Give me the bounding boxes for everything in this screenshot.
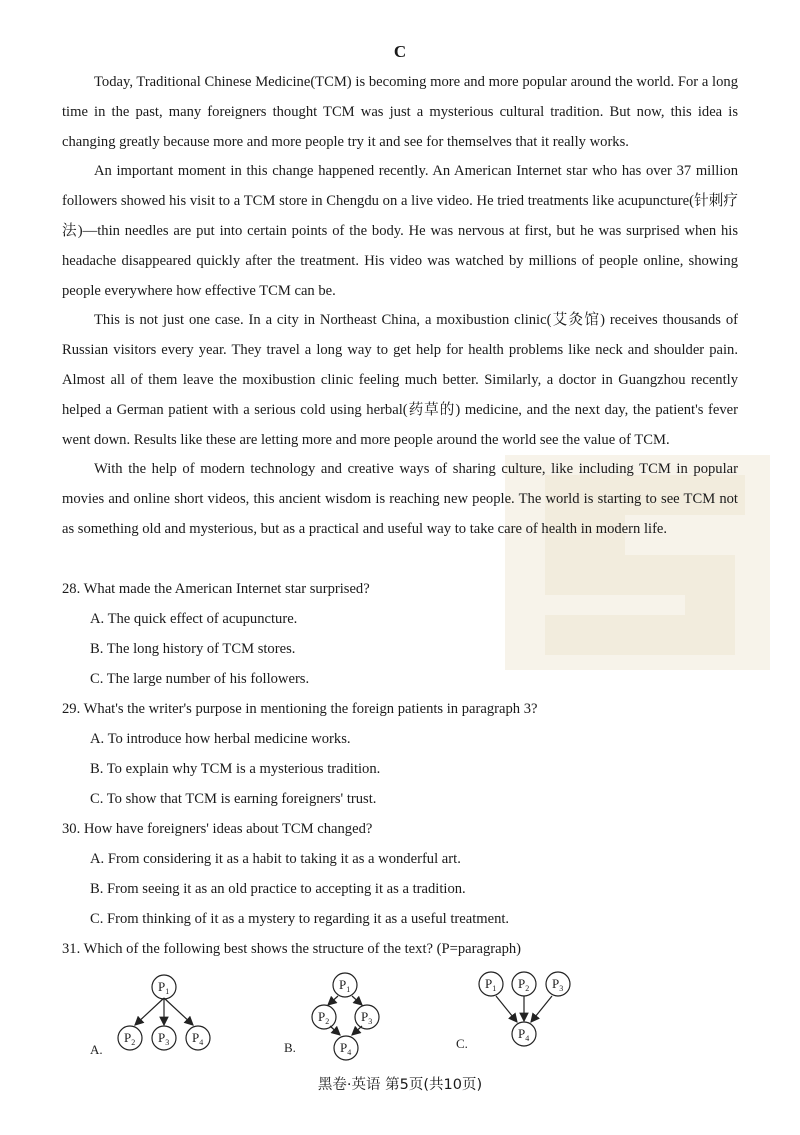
option-label-a: A. xyxy=(90,1042,103,1057)
node-c-1-label: $P_1$ xyxy=(485,976,497,993)
paragraph-3: This is not just one case. In a city in Northeast China, a moxibustion clinic(艾灸馆) receives thousands of Russian visitors every year. They travel a long way to get help for health problems like neck and shoulder pain. Almost all of them leave the moxibustion clinic feeling much better. Similarly, a doctor in Guangzhou recently helped a German patient with a serious cold using herbal(药草的) medicine, and the next day, the patient's fever went down. Results like these are letting more and more people around the world see the value of TCM. xyxy=(62,312,738,448)
option-a: A. To introduce how herbal medicine works. xyxy=(90,731,351,747)
option-c: C. The large number of his followers. xyxy=(90,671,310,687)
page-footer: 黑卷·英语 第5页(共10页) xyxy=(317,1077,483,1093)
question-29 xyxy=(62,694,738,814)
question-stem: 29. What's the writer's purpose in mentioning the foreign patients in paragraph 3? xyxy=(62,701,538,717)
question-30 xyxy=(62,814,738,934)
node-a-2-label: $P_2$ xyxy=(124,1030,136,1047)
question-stem: 30. How have foreigners' ideas about TCM changed? xyxy=(62,821,373,837)
node-b-4-label: $P_4$ xyxy=(340,1040,352,1057)
node-c-3-label: $P_3$ xyxy=(552,976,564,993)
option-label-b: B. xyxy=(284,1040,296,1055)
option-a: A. From considering it as a habit to taking it as a wonderful art. xyxy=(90,851,461,867)
question-31 xyxy=(62,934,738,964)
option-label-c: C. xyxy=(456,1036,468,1051)
structure-diagram-svg xyxy=(62,968,738,1068)
question-28 xyxy=(62,574,738,694)
section-letter: C xyxy=(393,42,407,61)
paragraph-4: With the help of modern technology and creative ways of sharing culture, like including TCM in popular movies and online short videos, this ancient wisdom is reaching new people. The world is starting to see TCM not as something old and mysterious, but as a practical and useful way to take care of health in modern life. xyxy=(62,461,738,537)
node-b-1-label: $P_1$ xyxy=(339,977,351,994)
option-b: B. To explain why TCM is a mysterious tradition. xyxy=(90,761,381,777)
option-c: C. To show that TCM is earning foreigners' trust. xyxy=(90,791,377,807)
option-c: C. From thinking of it as a mystery to regarding it as a useful treatment. xyxy=(90,911,510,927)
structure-diagrams xyxy=(62,968,738,1068)
option-a: A. The quick effect of acupuncture. xyxy=(90,611,298,627)
reading-passage xyxy=(62,68,738,545)
option-b: B. From seeing it as an old practice to accepting it as a tradition. xyxy=(90,881,466,897)
node-c-2-label: $P_2$ xyxy=(518,976,530,993)
node-c-4-label: $P_4$ xyxy=(518,1026,530,1043)
question-stem: 28. What made the American Internet star surprised? xyxy=(62,581,370,597)
node-a-4-label: $P_4$ xyxy=(192,1030,204,1047)
paragraph-1: Today, Traditional Chinese Medicine(TCM) is becoming more and more popular around the world. For a long time in the past, many foreigners thought TCM was just a mysterious cultural tradition. But now, this idea is changing greatly because more and more people try it and see for themselves that it really works. xyxy=(62,74,738,150)
question-stem: 31. Which of the following best shows the structure of the text? (P=paragraph) xyxy=(62,941,522,957)
node-b-2-label: $P_2$ xyxy=(318,1009,330,1026)
question-list xyxy=(62,574,738,964)
node-b-3-label: $P_3$ xyxy=(361,1009,373,1026)
node-a-3-label: $P_3$ xyxy=(158,1030,170,1047)
option-b: B. The long history of TCM stores. xyxy=(90,641,296,657)
node-a-1-label: $P_1$ xyxy=(158,979,170,996)
paragraph-2: An important moment in this change happened recently. An American Internet star who has over 37 million followers showed his visit to a TCM store in Chengdu on a live video. He tried treatments like acupuncture(针刺疗法)—thin needles are put into certain points of the body. He was nervous at first, but he was surprised when his headache disappeared quickly after the treatment. His video was watched by millions of people online, showing people everywhere how effective TCM can be. xyxy=(62,163,738,299)
